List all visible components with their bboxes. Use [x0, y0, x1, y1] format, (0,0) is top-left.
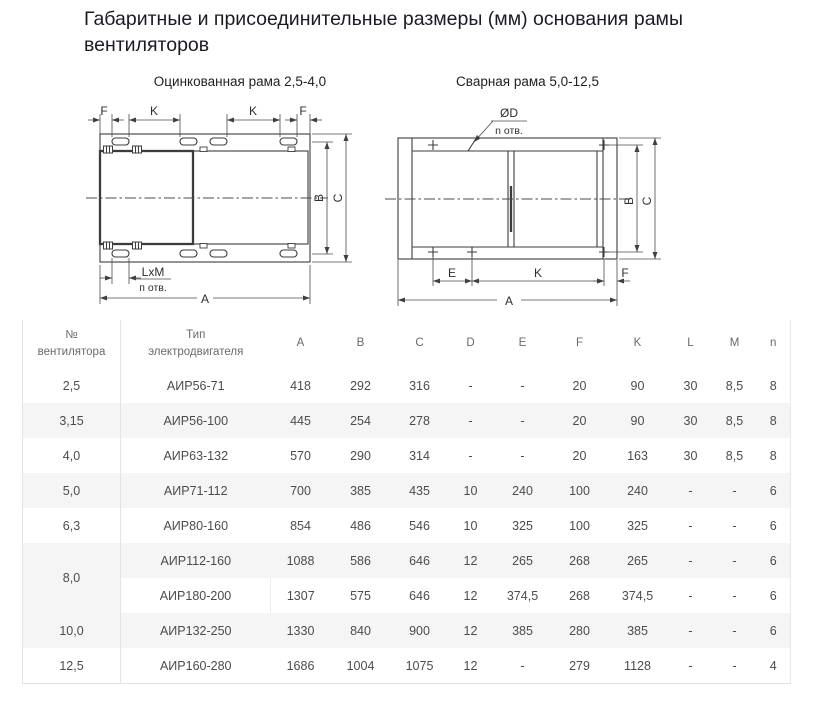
dim-value-cell: 374,5: [621, 588, 654, 603]
motor-type-cell: АИР56-71: [166, 378, 225, 393]
page-title: Габаритные и присоединительные размеры (мм) основания рамы вентиляторов: [84, 8, 683, 57]
dim-value-cell: 6: [757, 613, 791, 648]
dim-value-cell: 8,5: [713, 403, 757, 438]
dim-label-k-left: K: [149, 104, 159, 118]
table-row: [23, 368, 791, 403]
header-fan-number: № вентилятора: [23, 320, 121, 368]
motor-type-cell: АИР63-132: [163, 448, 229, 463]
dim-label-b: B: [312, 193, 326, 203]
dim-value-cell: 268: [553, 543, 607, 578]
dim-value-cell: -: [449, 403, 493, 438]
dim-value-cell: 435: [391, 473, 449, 508]
dim-value-cell: 385: [607, 613, 669, 648]
dim-value-cell: 570: [290, 448, 311, 463]
dim-value-cell: 374,5: [506, 588, 539, 603]
dim-value-cell: 6: [757, 543, 791, 578]
dim-value-cell: 278: [391, 403, 449, 438]
header-motor-type: Тип электродвигателя: [148, 328, 244, 358]
dim-value-cell: 10: [449, 473, 493, 508]
dim-value-cell: -: [669, 613, 713, 648]
dim-value-cell: -: [688, 588, 693, 603]
dim-value-cell: 700: [271, 473, 331, 508]
motor-type-cell: АИР112-160: [121, 543, 271, 578]
header-dim-l: L: [687, 337, 694, 350]
dimension-lines: [88, 114, 352, 304]
frame-outline: [398, 138, 617, 259]
galvanized-frame-drawing: [40, 94, 370, 314]
dim-value-cell: 240: [607, 473, 669, 508]
dim-label-f-left: F: [100, 104, 108, 118]
holes-count-label: п отв.: [139, 282, 167, 294]
dim-value-cell: 8,5: [725, 378, 744, 393]
motor-type-cell: АИР132-250: [121, 613, 271, 648]
dim-value-cell: 12: [463, 658, 478, 673]
dim-label-e: E: [447, 266, 457, 280]
right-diagram-caption: Сварная рама 5,0-12,5: [456, 74, 599, 89]
table-row: [23, 648, 791, 684]
dim-value-cell: 8: [769, 378, 777, 393]
fan-number-cell: 4,0: [23, 438, 121, 473]
dim-value-cell: 100: [553, 473, 607, 508]
dim-label-a: A: [200, 292, 210, 306]
dim-value-cell: 268: [569, 588, 590, 603]
motor-type-cell: АИР56-100: [121, 403, 271, 438]
dim-value-cell: 279: [569, 658, 590, 673]
dim-value-cell: 30: [683, 378, 698, 393]
dim-value-cell: 280: [553, 613, 607, 648]
dim-value-cell: 575: [350, 588, 371, 603]
motor-type-cell: АИР80-160: [163, 518, 229, 533]
dim-value-cell: 8: [757, 403, 791, 438]
dim-value-cell: 292: [350, 378, 371, 393]
dim-value-cell: 385: [331, 473, 391, 508]
dim-value-cell: 325: [512, 518, 533, 533]
dim-value-cell: 290: [350, 448, 371, 463]
holes-count-label: n отв.: [495, 125, 523, 137]
header-dim-f: F: [575, 337, 584, 350]
dim-value-cell: -: [732, 518, 737, 533]
table-body: [23, 368, 791, 684]
dim-value-cell: -: [732, 588, 737, 603]
dim-value-cell: 12: [449, 613, 493, 648]
dim-value-cell: 1307: [286, 588, 315, 603]
dim-value-cell: 418: [290, 378, 311, 393]
header-dim-a: A: [296, 337, 305, 350]
dim-value-cell: 486: [350, 518, 371, 533]
dim-value-cell: -: [468, 378, 473, 393]
welded-frame-drawing: [385, 94, 685, 314]
dim-label-c: C: [640, 196, 654, 206]
dim-value-cell: 90: [607, 403, 669, 438]
dim-value-cell: -: [713, 473, 757, 508]
dim-value-cell: -: [732, 658, 737, 673]
dim-value-cell: 10: [463, 518, 478, 533]
dim-label-k-right: K: [248, 104, 258, 118]
table-row: [23, 438, 791, 473]
fan-number-cell: 3,15: [23, 403, 121, 438]
header-dim-d: D: [466, 337, 475, 350]
table-row: [23, 613, 791, 648]
dim-label-a: A: [504, 294, 514, 308]
dim-label-b: B: [622, 196, 636, 206]
dim-value-cell: -: [688, 658, 693, 673]
dim-value-cell: -: [688, 518, 693, 533]
fan-number-cell: 8,0: [23, 543, 121, 613]
dim-value-cell: 546: [409, 518, 430, 533]
dim-value-cell: 1128: [624, 658, 651, 673]
dim-value-cell: 586: [331, 543, 391, 578]
dim-value-cell: -: [520, 448, 525, 463]
dim-value-cell: 1686: [286, 658, 315, 673]
dim-value-cell: 854: [290, 518, 311, 533]
header-dim-m: M: [729, 337, 740, 350]
dim-value-cell: 265: [607, 543, 669, 578]
dim-value-cell: 12: [463, 588, 478, 603]
dim-value-cell: -: [713, 613, 757, 648]
dim-value-cell: 385: [493, 613, 553, 648]
header-dim-e: E: [518, 337, 527, 350]
dim-value-cell: 20: [553, 403, 607, 438]
dim-value-cell: 90: [630, 378, 645, 393]
motor-type-cell: АИР71-112: [121, 473, 271, 508]
dim-value-cell: 8: [769, 448, 777, 463]
dim-value-cell: 163: [627, 448, 648, 463]
dim-value-cell: 12: [449, 543, 493, 578]
motor-type-cell: АИР160-280: [159, 658, 232, 673]
dim-value-cell: 1004: [346, 658, 375, 673]
dim-value-cell: 1088: [271, 543, 331, 578]
dim-value-cell: 316: [409, 378, 430, 393]
fan-number-cell: 6,3: [23, 508, 121, 543]
dim-value-cell: 445: [271, 403, 331, 438]
dim-label-c: C: [331, 193, 345, 203]
motor-type-cell: АИР180-200: [121, 578, 271, 613]
dim-value-cell: -: [493, 403, 553, 438]
dim-value-cell: 240: [493, 473, 553, 508]
fan-number-cell: 5,0: [23, 473, 121, 508]
dim-label-k: K: [533, 266, 543, 280]
table-row: [23, 473, 791, 508]
dim-value-cell: 20: [572, 378, 587, 393]
dim-value-cell: 254: [331, 403, 391, 438]
dim-value-cell: 900: [391, 613, 449, 648]
dim-value-cell: 265: [493, 543, 553, 578]
dim-value-cell: 4: [769, 658, 777, 673]
table-row: [23, 403, 791, 438]
dimensions-table: [22, 320, 791, 684]
table-row: [23, 543, 791, 578]
left-diagram-caption: Оцинкованная рама 2,5-4,0: [153, 74, 327, 89]
table-row: [23, 508, 791, 543]
dim-value-cell: -: [520, 658, 525, 673]
hole-marks: [428, 137, 609, 257]
dim-value-cell: 20: [572, 448, 587, 463]
dim-value-cell: -: [669, 473, 713, 508]
fan-number-cell: 12,5: [23, 648, 121, 684]
dim-value-cell: 6: [757, 473, 791, 508]
dim-value-cell: -: [669, 543, 713, 578]
header-dim-c: C: [415, 337, 424, 350]
dim-value-cell: 30: [683, 448, 698, 463]
dim-value-cell: 1330: [271, 613, 331, 648]
dim-value-cell: -: [468, 448, 473, 463]
fan-number-cell: 10,0: [23, 613, 121, 648]
dim-value-cell: 646: [409, 588, 430, 603]
dim-value-cell: 6: [769, 588, 777, 603]
dim-label-f-right: F: [299, 104, 307, 118]
dim-value-cell: 1075: [405, 658, 434, 673]
dim-value-cell: 6: [769, 518, 777, 533]
header-dim-b: B: [356, 337, 365, 350]
header-dim-k: K: [633, 337, 642, 350]
dim-label-f: F: [621, 266, 629, 280]
dim-label-diameter: ØD: [500, 106, 518, 120]
dim-value-cell: 100: [569, 518, 590, 533]
table-row: [23, 578, 791, 613]
dim-value-cell: 646: [391, 543, 449, 578]
bolt-symbols: [104, 146, 296, 249]
dim-value-cell: 325: [627, 518, 648, 533]
dim-label-lxm: LxM: [141, 265, 165, 279]
dim-value-cell: -: [713, 543, 757, 578]
table-header-row: [23, 320, 791, 368]
header-dim-n: n: [770, 337, 777, 350]
dim-value-cell: 840: [331, 613, 391, 648]
dim-value-cell: -: [520, 378, 525, 393]
fan-number-cell: 2,5: [23, 368, 121, 403]
dim-value-cell: 8,5: [725, 448, 744, 463]
dim-value-cell: 30: [669, 403, 713, 438]
dim-value-cell: 314: [409, 448, 430, 463]
